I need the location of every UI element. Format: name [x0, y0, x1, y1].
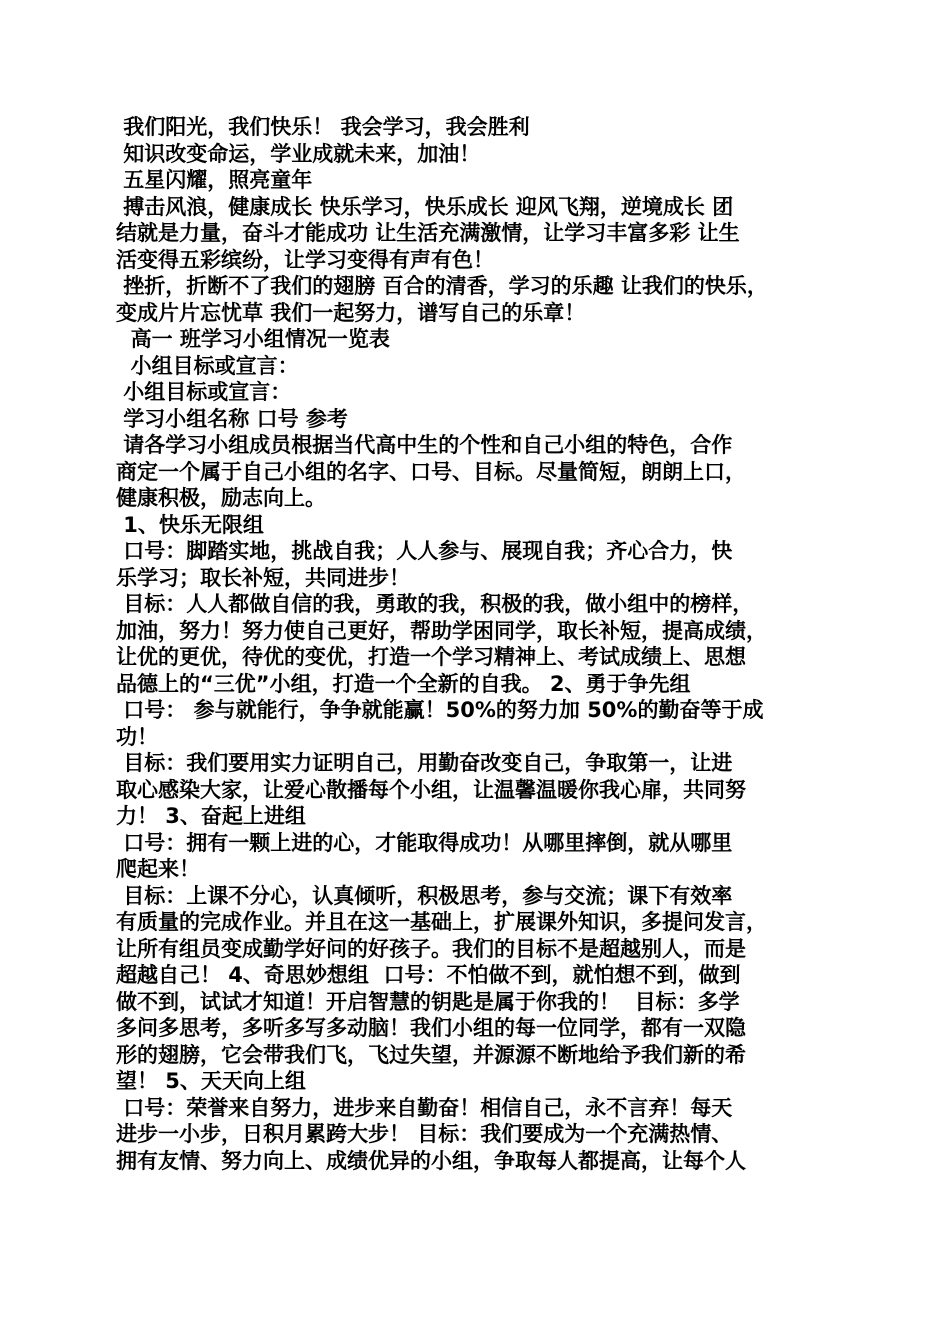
- text-line: 做不到，试试才知道！开启智慧的钥匙是属于你我的！ 目标：多学: [116, 989, 740, 1014]
- text-line: 乐学习；取长补短，共同进步！: [116, 565, 410, 590]
- text-line: 形的翅膀，它会带我们飞，飞过失望，并源源不断地给予我们新的希: [116, 1042, 746, 1067]
- text-line: 目标：人人都做自信的我，勇敢的我，积极的我，做小组中的榜样，: [116, 592, 754, 616]
- text-line: 我们阳光，我们快乐！ 我会学习，我会胜利: [116, 115, 530, 139]
- text-line: 口号：脚踏实地，挑战自我；人人参与、展现自我；齐心合力，快: [116, 539, 733, 563]
- text-line: 让优的更优，待优的变优，打造一个学习精神上、考试成绩上、思想: [116, 645, 746, 669]
- text-line: 搏击风浪，健康成长 快乐学习，快乐成长 迎风飞翔，逆境成长 团: [116, 194, 734, 219]
- text-line: 活变得五彩缤纷，让学习变得有声有色！: [116, 247, 494, 272]
- text-line: 功！: [116, 724, 158, 749]
- text-line: 学习小组名称 口号 参考: [116, 406, 348, 431]
- text-line: 小组目标或宣言：: [116, 353, 299, 378]
- text-line: 健康积极，励志向上。: [116, 486, 326, 510]
- text-line: 让所有组员变成勤学好问的好孩子。我们的目标不是超越别人，而是: [116, 936, 746, 961]
- text-line: 超越自己！ 4、奇思妙想组 口号：不怕做不到，就怕想不到，做到: [116, 963, 741, 987]
- text-line: 加油，努力！努力使自己更好，帮助学困同学，取长补短，提高成绩，: [116, 618, 767, 643]
- text-line: 口号： 参与就能行，争争就能赢！50%的努力加 50%的勤奋等于成: [116, 698, 764, 722]
- text-line: 请各学习小组成员根据当代高中生的个性和自己小组的特色，合作: [116, 433, 733, 457]
- group-heading: 1、快乐无限组: [116, 512, 264, 537]
- text-line: 品德上的“三优”小组，打造一个全新的自我。 2、勇于争先组: [116, 671, 691, 696]
- text-line: 有质量的完成作业。并且在这一基础上，扩展课外知识，多提问发言，: [116, 910, 767, 934]
- text-line: 口号：拥有一颗上进的心，才能取得成功！从哪里摔倒，就从哪里: [116, 830, 733, 855]
- text-line: 小组目标或宣言：: [116, 380, 292, 404]
- text-line: 目标：我们要用实力证明自己，用勤奋改变自己，争取第一，让进: [116, 751, 733, 775]
- text-line: 多问多思考，多听多写多动脑！我们小组的每一位同学，都有一双隐: [116, 1016, 746, 1040]
- text-line: 结就是力量，奋斗才能成功 让生活充满激情，让学习丰富多彩 让生: [116, 221, 740, 245]
- text-line: 知识改变命运，学业成就未来，加油！: [116, 141, 481, 166]
- table-heading: 高一 班学习小组情况一览表: [116, 327, 390, 351]
- text-line: 五星闪耀，照亮童年: [116, 168, 313, 192]
- text-line: 进步一小步，日积月累跨大步！ 目标：我们要成为一个充满热情、: [116, 1122, 733, 1146]
- text-line: 目标：上课不分心，认真倾听，积极思考，参与交流；课下有效率: [116, 883, 733, 908]
- text-line: 口号：荣誉来自努力，进步来自勤奋！相信自己，永不言弃！每天: [116, 1095, 733, 1120]
- text-line: 力！ 3、奋起上进组: [116, 804, 306, 828]
- text-line: 取心感染大家，让爱心散播每个小组，让温馨温暖你我心扉，共同努: [116, 777, 746, 802]
- text-line: 望！ 5、天天向上组: [116, 1069, 306, 1093]
- text-line: 挫折，折断不了我们的翅膀 百合的清香，学习的乐趣 让我们的快乐，: [116, 274, 768, 298]
- text-line: 商定一个属于自己小组的名字、口号、目标。尽量简短，朗朗上口，: [116, 459, 746, 484]
- document-body: [116, 114, 850, 1174]
- text-line: 爬起来！: [116, 857, 200, 881]
- text-line: 拥有友情、努力向上、成绩优异的小组，争取每人都提高，让每个人: [116, 1148, 746, 1173]
- text-line: 变成片片忘忧草 我们一起努力，谱写自己的乐章！: [116, 300, 586, 325]
